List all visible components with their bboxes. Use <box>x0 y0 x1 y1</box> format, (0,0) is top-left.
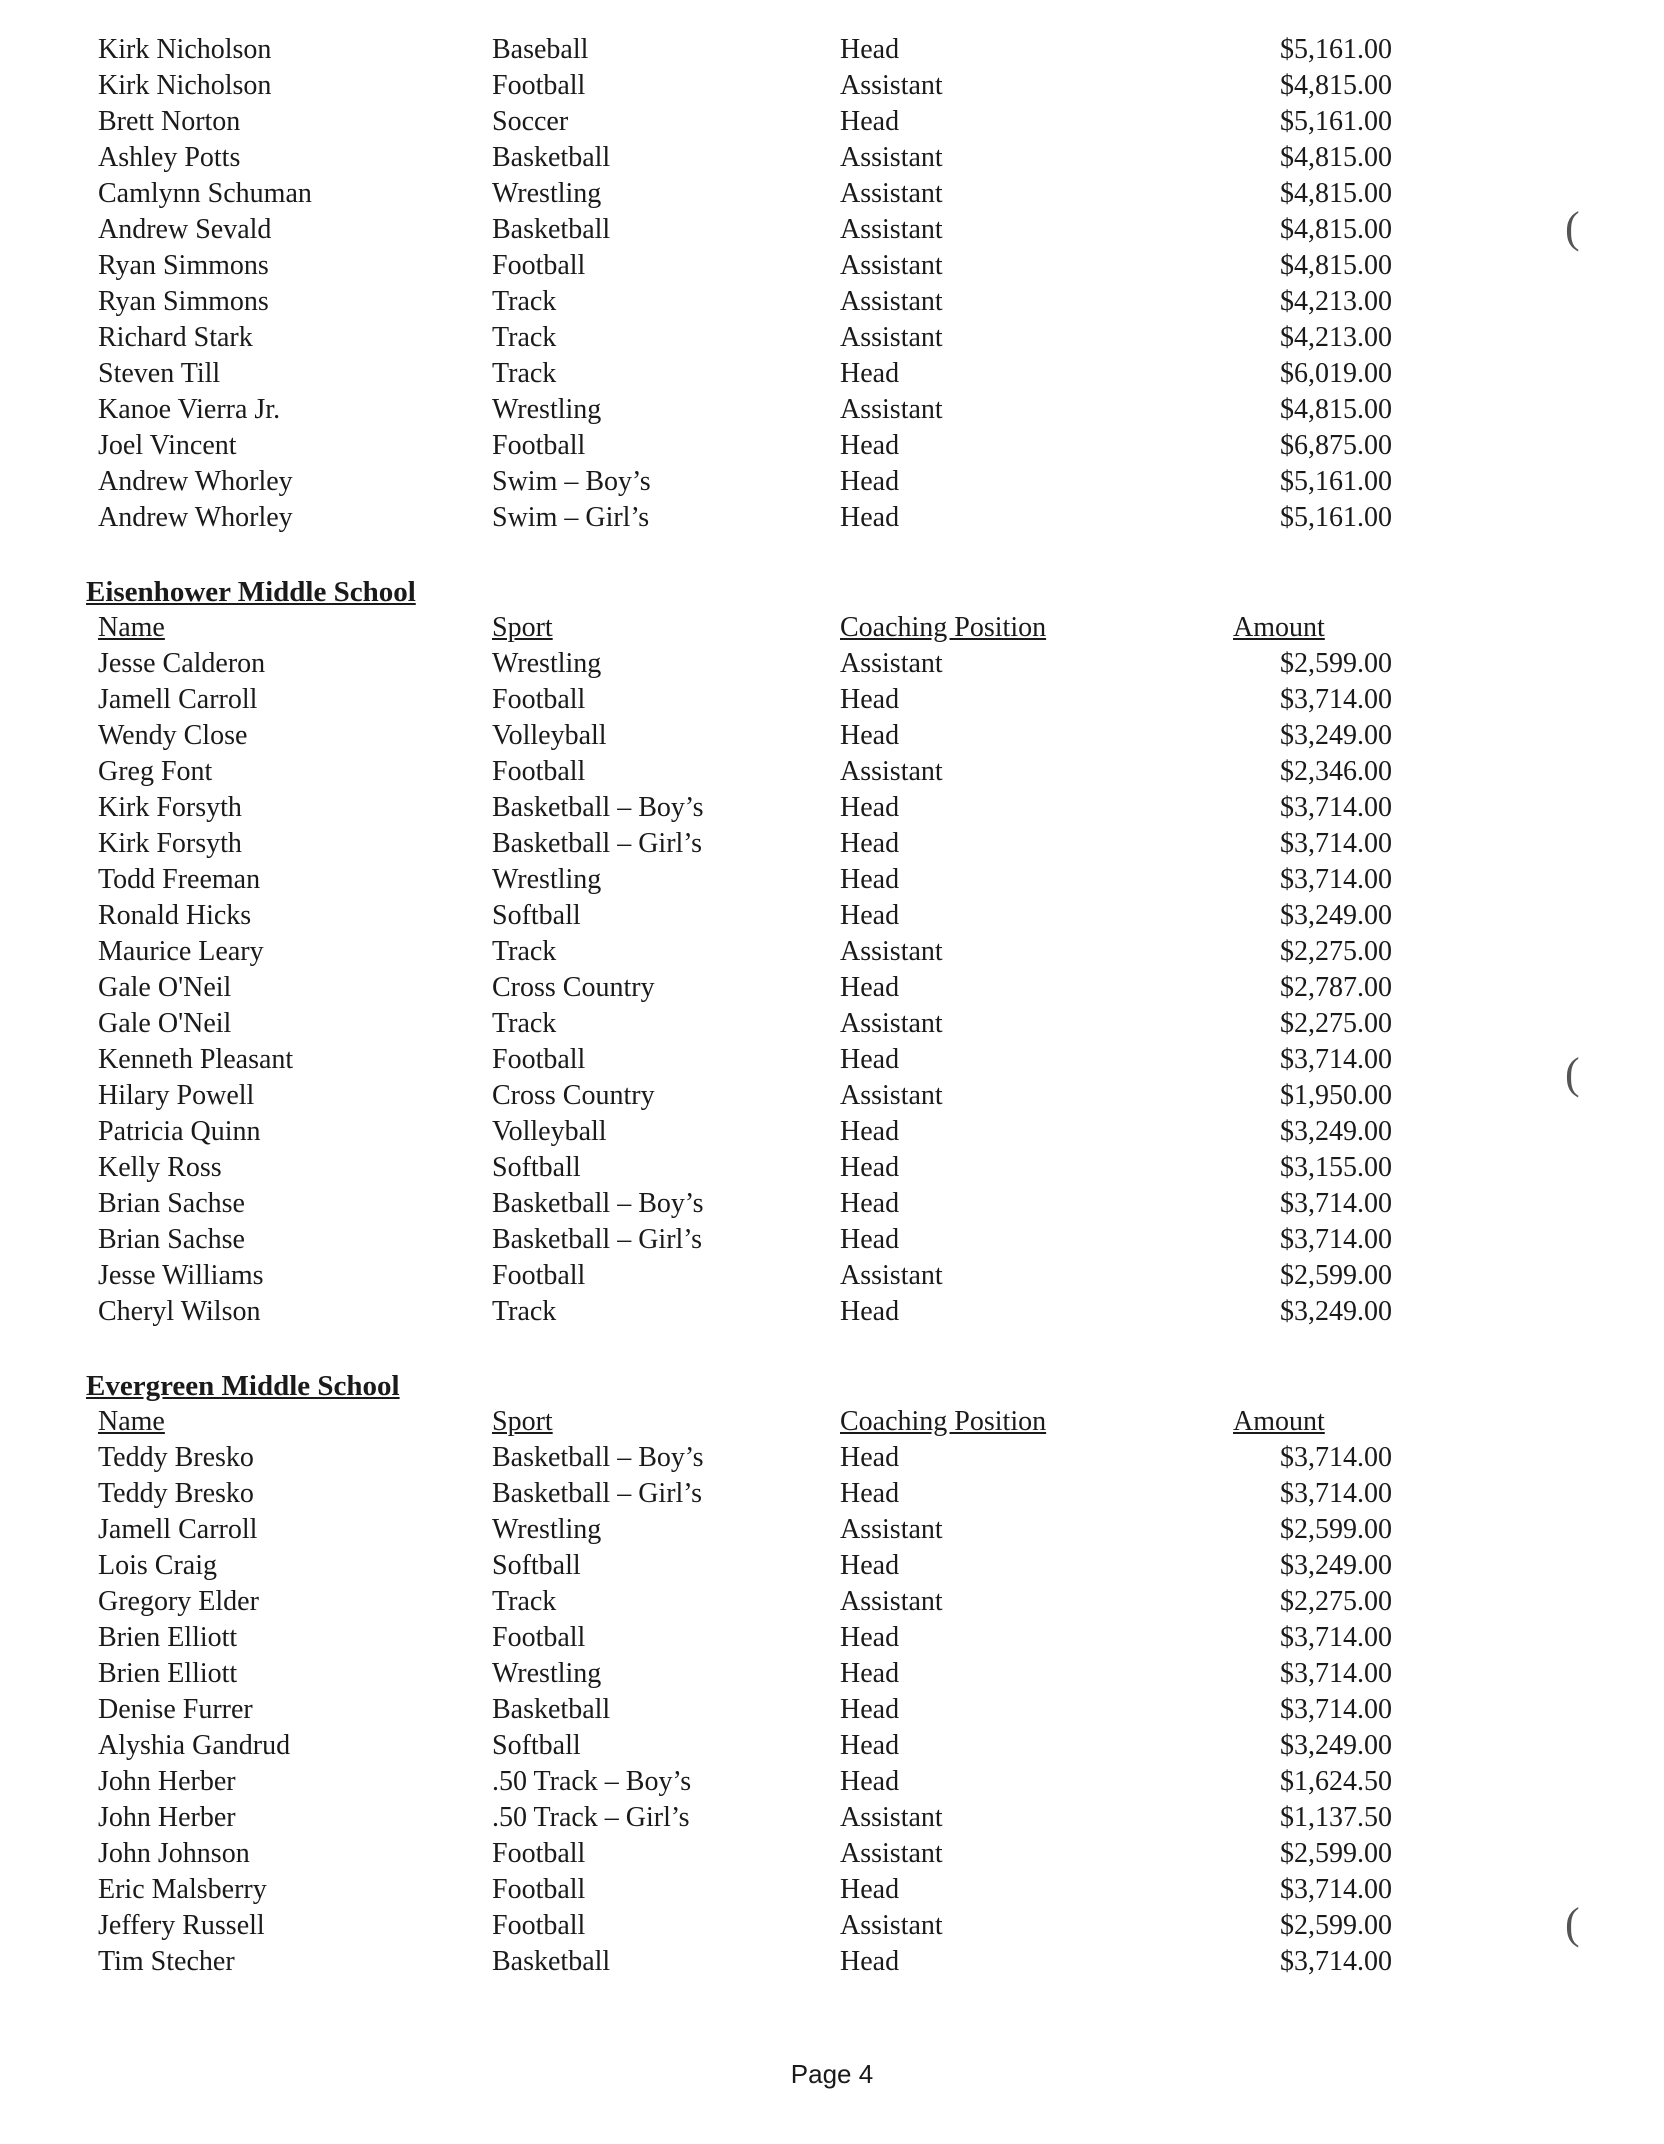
table-row <box>0 212 1664 248</box>
name-header: Name <box>98 612 165 643</box>
coaching-position: Head <box>840 1550 900 1581</box>
table-row <box>0 464 1664 500</box>
sport: Basketball – Boy’s <box>492 792 704 823</box>
coach-name: Gregory Elder <box>98 1586 259 1617</box>
coaching-position: Head <box>840 972 900 1003</box>
coach-name: Joel Vincent <box>98 430 237 461</box>
coaching-position: Assistant <box>840 1080 943 1111</box>
amount: $3,714.00 <box>1280 1946 1392 1977</box>
sport: Swim – Boy’s <box>492 466 651 497</box>
amount: $3,249.00 <box>1280 1550 1392 1581</box>
sport: Softball <box>492 1152 581 1183</box>
amount: $4,815.00 <box>1280 250 1392 281</box>
coach-name: Lois Craig <box>98 1550 217 1581</box>
amount: $2,599.00 <box>1280 1260 1392 1291</box>
amount: $5,161.00 <box>1280 466 1392 497</box>
table-row <box>0 862 1664 898</box>
table-row <box>0 1800 1664 1836</box>
coaching-position: Head <box>840 792 900 823</box>
table-row <box>0 1620 1664 1656</box>
sport: Football <box>492 1044 586 1075</box>
table-row <box>0 1006 1664 1042</box>
table-row <box>0 898 1664 934</box>
coach-name: Jamell Carroll <box>98 1514 258 1545</box>
coaching-position: Assistant <box>840 142 943 173</box>
coaching-position: Head <box>840 1478 900 1509</box>
amount: $6,019.00 <box>1280 358 1392 389</box>
sport: Track <box>492 936 557 967</box>
coaching-position: Head <box>840 106 900 137</box>
coach-name: Jeffery Russell <box>98 1910 265 1941</box>
amount: $3,249.00 <box>1280 1730 1392 1761</box>
coaching-position: Assistant <box>840 250 943 281</box>
amount: $4,815.00 <box>1280 70 1392 101</box>
table-row <box>0 32 1664 68</box>
amount: $3,714.00 <box>1280 864 1392 895</box>
coach-name: Hilary Powell <box>98 1080 255 1111</box>
sport: .50 Track – Girl’s <box>492 1802 690 1833</box>
table-row <box>0 1548 1664 1584</box>
coaching-position: Head <box>840 1730 900 1761</box>
sport: Volleyball <box>492 720 607 751</box>
amount: $1,137.50 <box>1280 1802 1392 1833</box>
sport: Football <box>492 1910 586 1941</box>
coach-name: Brian Sachse <box>98 1188 245 1219</box>
table-row <box>0 68 1664 104</box>
table-row <box>0 1186 1664 1222</box>
sport: Wrestling <box>492 648 602 679</box>
table-row <box>0 754 1664 790</box>
coaching-position: Head <box>840 466 900 497</box>
coaching-position: Head <box>840 1296 900 1327</box>
coaching-position: Assistant <box>840 1802 943 1833</box>
coach-name: Teddy Bresko <box>98 1442 254 1473</box>
sport: Football <box>492 1622 586 1653</box>
coach-name: Tim Stecher <box>98 1946 235 1977</box>
table-row <box>0 1944 1664 1980</box>
amount: $2,275.00 <box>1280 1008 1392 1039</box>
sport-header: Sport <box>492 1406 553 1437</box>
coaching-position: Assistant <box>840 1260 943 1291</box>
coaching-position: Assistant <box>840 1514 943 1545</box>
coaching-position: Assistant <box>840 1586 943 1617</box>
table-row <box>0 176 1664 212</box>
amount: $2,599.00 <box>1280 648 1392 679</box>
coach-name: Brian Sachse <box>98 1224 245 1255</box>
table-row <box>0 790 1664 826</box>
margin-punch-mark: ( <box>1565 1899 1580 1948</box>
coach-name: Eric Malsberry <box>98 1874 267 1905</box>
amount: $3,714.00 <box>1280 1442 1392 1473</box>
coach-name: Jesse Williams <box>98 1260 264 1291</box>
sport: Volleyball <box>492 1116 607 1147</box>
sport: Track <box>492 1586 557 1617</box>
table-row <box>0 1078 1664 1114</box>
amount: $3,714.00 <box>1280 1694 1392 1725</box>
coaching-position: Assistant <box>840 214 943 245</box>
sport: Basketball <box>492 214 611 245</box>
sport: .50 Track – Boy’s <box>492 1766 692 1797</box>
coaching-position: Head <box>840 1442 900 1473</box>
coaching-position: Head <box>840 358 900 389</box>
amount: $3,249.00 <box>1280 1116 1392 1147</box>
coaching-position: Head <box>840 1044 900 1075</box>
coaching-position: Head <box>840 1622 900 1653</box>
coach-name: Greg Font <box>98 756 213 787</box>
table-row <box>0 1440 1664 1476</box>
table-row <box>0 1584 1664 1620</box>
coach-name: Kirk Forsyth <box>98 828 242 859</box>
table-row <box>0 1294 1664 1330</box>
amount: $3,714.00 <box>1280 684 1392 715</box>
sport: Softball <box>492 1550 581 1581</box>
table-row <box>0 646 1664 682</box>
coach-name: Ryan Simmons <box>98 250 269 281</box>
table-row <box>0 1764 1664 1800</box>
coaching-position: Head <box>840 1874 900 1905</box>
coach-name: Cheryl Wilson <box>98 1296 261 1327</box>
sport: Football <box>492 70 586 101</box>
amount: $3,714.00 <box>1280 1224 1392 1255</box>
amount: $2,275.00 <box>1280 1586 1392 1617</box>
coach-name: John Johnson <box>98 1838 250 1869</box>
sport: Track <box>492 1296 557 1327</box>
coaching-position: Assistant <box>840 322 943 353</box>
coaching-position: Head <box>840 430 900 461</box>
coach-name: Brien Elliott <box>98 1658 238 1689</box>
table-row <box>0 1150 1664 1186</box>
amount: $2,599.00 <box>1280 1838 1392 1869</box>
name-header: Name <box>98 1406 165 1437</box>
sport: Softball <box>492 1730 581 1761</box>
margin-punch-mark: ( <box>1565 203 1580 252</box>
coach-name: Wendy Close <box>98 720 248 751</box>
amount: $4,815.00 <box>1280 142 1392 173</box>
coach-name: Ryan Simmons <box>98 286 269 317</box>
coaching-position: Head <box>840 684 900 715</box>
coach-name: Jamell Carroll <box>98 684 258 715</box>
coach-name: Kenneth Pleasant <box>98 1044 294 1075</box>
sport: Basketball <box>492 1694 611 1725</box>
table-row <box>0 1908 1664 1944</box>
coaching-position-header: Coaching Position <box>840 612 1047 643</box>
table-row <box>0 284 1664 320</box>
coaching-position: Head <box>840 1946 900 1977</box>
table-row <box>0 356 1664 392</box>
margin-punch-mark: ( <box>1565 1049 1580 1098</box>
coach-name: Gale O'Neil <box>98 972 232 1003</box>
amount: $4,213.00 <box>1280 322 1392 353</box>
table-row <box>0 392 1664 428</box>
sport: Cross Country <box>492 972 655 1003</box>
coaching-position: Head <box>840 1152 900 1183</box>
sport: Track <box>492 1008 557 1039</box>
coach-name: Andrew Whorley <box>98 502 293 533</box>
sport: Football <box>492 1260 586 1291</box>
sport: Track <box>492 358 557 389</box>
coach-name: Brett Norton <box>98 106 241 137</box>
coach-name: Camlynn Schuman <box>98 178 312 209</box>
table-row <box>0 1222 1664 1258</box>
sport: Wrestling <box>492 864 602 895</box>
coaching-position: Head <box>840 1224 900 1255</box>
table-row <box>0 718 1664 754</box>
coach-name: Kirk Nicholson <box>98 70 272 101</box>
table-row <box>0 826 1664 862</box>
table-row <box>0 1728 1664 1764</box>
table-row <box>0 682 1664 718</box>
table-row <box>0 140 1664 176</box>
coaching-position: Assistant <box>840 1838 943 1869</box>
coach-name: Andrew Sevald <box>98 214 272 245</box>
coach-name: Gale O'Neil <box>98 1008 232 1039</box>
amount: $2,599.00 <box>1280 1514 1392 1545</box>
table-row <box>0 1872 1664 1908</box>
coaching-position: Head <box>840 1766 900 1797</box>
amount: $4,815.00 <box>1280 178 1392 209</box>
amount: $3,249.00 <box>1280 900 1392 931</box>
coaching-position: Head <box>840 1658 900 1689</box>
section-title: Evergreen Middle School <box>86 1370 400 1402</box>
coach-name: Steven Till <box>98 358 221 389</box>
amount: $6,875.00 <box>1280 430 1392 461</box>
sport: Football <box>492 250 586 281</box>
amount: $5,161.00 <box>1280 502 1392 533</box>
sport: Basketball <box>492 1946 611 1977</box>
sport: Track <box>492 286 557 317</box>
coach-name: Teddy Bresko <box>98 1478 254 1509</box>
amount: $3,249.00 <box>1280 1296 1392 1327</box>
coach-name: Kelly Ross <box>98 1152 222 1183</box>
amount: $4,815.00 <box>1280 214 1392 245</box>
coaching-position: Assistant <box>840 70 943 101</box>
coaching-position: Assistant <box>840 178 943 209</box>
amount: $3,714.00 <box>1280 792 1392 823</box>
sport: Track <box>492 322 557 353</box>
coaching-position: Assistant <box>840 1008 943 1039</box>
coach-name: Kirk Nicholson <box>98 34 272 65</box>
coach-name: Alyshia Gandrud <box>98 1730 291 1761</box>
sport: Football <box>492 756 586 787</box>
sport: Wrestling <box>492 178 602 209</box>
page-number: Page 4 <box>790 2059 874 2089</box>
sport: Wrestling <box>492 1658 602 1689</box>
sport: Wrestling <box>492 394 602 425</box>
table-row <box>0 320 1664 356</box>
table-row <box>0 1258 1664 1294</box>
coaching-position: Head <box>840 1694 900 1725</box>
coach-name: Ashley Potts <box>98 142 241 173</box>
amount: $3,714.00 <box>1280 1188 1392 1219</box>
coaching-position: Assistant <box>840 394 943 425</box>
amount-header: Amount <box>1233 1406 1325 1437</box>
sport: Softball <box>492 900 581 931</box>
sport: Wrestling <box>492 1514 602 1545</box>
coach-name: Patricia Quinn <box>98 1116 261 1147</box>
amount: $2,275.00 <box>1280 936 1392 967</box>
coaching-position: Assistant <box>840 648 943 679</box>
sport: Basketball – Boy’s <box>492 1188 704 1219</box>
sport: Football <box>492 1874 586 1905</box>
table-row <box>0 1114 1664 1150</box>
sport: Basketball <box>492 142 611 173</box>
sport: Soccer <box>492 106 569 137</box>
table-row <box>0 1042 1664 1078</box>
amount: $4,213.00 <box>1280 286 1392 317</box>
table-row <box>0 500 1664 536</box>
amount: $3,714.00 <box>1280 1478 1392 1509</box>
amount-header: Amount <box>1233 612 1325 643</box>
coach-name: Todd Freeman <box>98 864 261 895</box>
amount: $1,624.50 <box>1280 1766 1392 1797</box>
sport: Basketball – Girl’s <box>492 1478 702 1509</box>
sport: Football <box>492 430 586 461</box>
amount: $4,815.00 <box>1280 394 1392 425</box>
table-row <box>0 104 1664 140</box>
coaching-position: Head <box>840 828 900 859</box>
amount: $3,155.00 <box>1280 1152 1392 1183</box>
sport: Football <box>492 1838 586 1869</box>
coach-name: John Herber <box>98 1802 236 1833</box>
amount: $3,714.00 <box>1280 1044 1392 1075</box>
table-row <box>0 1692 1664 1728</box>
amount: $1,950.00 <box>1280 1080 1392 1111</box>
table-row <box>0 428 1664 464</box>
coach-name: Ronald Hicks <box>98 900 252 931</box>
sport-header: Sport <box>492 612 553 643</box>
table-row <box>0 1836 1664 1872</box>
amount: $5,161.00 <box>1280 34 1392 65</box>
coaching-position: Head <box>840 1188 900 1219</box>
sport: Basketball – Boy’s <box>492 1442 704 1473</box>
table-row <box>0 1476 1664 1512</box>
amount: $2,599.00 <box>1280 1910 1392 1941</box>
coach-name: Kirk Forsyth <box>98 792 242 823</box>
amount: $5,161.00 <box>1280 106 1392 137</box>
coaching-position-header: Coaching Position <box>840 1406 1047 1437</box>
coaching-position: Assistant <box>840 1910 943 1941</box>
sport: Basketball – Girl’s <box>492 1224 702 1255</box>
coaching-position: Head <box>840 720 900 751</box>
coaching-position: Head <box>840 502 900 533</box>
amount: $3,714.00 <box>1280 1874 1392 1905</box>
coach-name: Maurice Leary <box>98 936 264 967</box>
amount: $3,714.00 <box>1280 828 1392 859</box>
coaching-position: Head <box>840 900 900 931</box>
coaching-position: Head <box>840 34 900 65</box>
table-row <box>0 248 1664 284</box>
coach-name: John Herber <box>98 1766 236 1797</box>
amount: $2,787.00 <box>1280 972 1392 1003</box>
coaching-position: Assistant <box>840 286 943 317</box>
amount: $3,249.00 <box>1280 720 1392 751</box>
table-header-row <box>0 610 1664 646</box>
table-row <box>0 1656 1664 1692</box>
coach-name: Andrew Whorley <box>98 466 293 497</box>
coach-name: Denise Furrer <box>98 1694 253 1725</box>
table-row <box>0 970 1664 1006</box>
coaching-position: Head <box>840 1116 900 1147</box>
coach-name: Kanoe Vierra Jr. <box>98 394 281 425</box>
coach-name: Jesse Calderon <box>98 648 266 679</box>
sport: Baseball <box>492 34 589 65</box>
sport: Football <box>492 684 586 715</box>
table-row <box>0 934 1664 970</box>
amount: $3,714.00 <box>1280 1622 1392 1653</box>
table-header-row <box>0 1404 1664 1440</box>
sport: Swim – Girl’s <box>492 502 650 533</box>
coach-name: Richard Stark <box>98 322 253 353</box>
coaching-position: Assistant <box>840 936 943 967</box>
section-title: Eisenhower Middle School <box>86 576 416 608</box>
sport: Cross Country <box>492 1080 655 1111</box>
coaching-position: Head <box>840 864 900 895</box>
amount: $2,346.00 <box>1280 756 1392 787</box>
coaching-position: Assistant <box>840 756 943 787</box>
coach-name: Brien Elliott <box>98 1622 238 1653</box>
table-row <box>0 1512 1664 1548</box>
amount: $3,714.00 <box>1280 1658 1392 1689</box>
sport: Basketball – Girl’s <box>492 828 702 859</box>
